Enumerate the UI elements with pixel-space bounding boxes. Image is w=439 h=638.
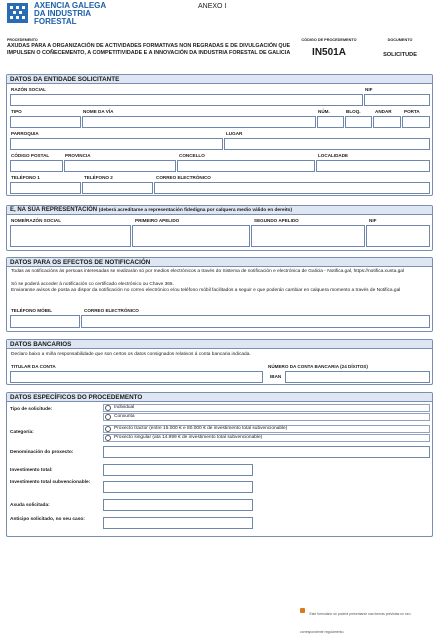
procedure-code: IN501A bbox=[312, 47, 346, 58]
label-floor: ANDAR bbox=[375, 109, 392, 114]
org-name bbox=[34, 2, 106, 26]
representation-section bbox=[6, 205, 433, 251]
project-name-field[interactable] bbox=[103, 446, 430, 458]
label-account-holder: TITULAR DA CONTA bbox=[11, 364, 56, 369]
section-title: DATOS ESPECÍFICOS DO PROCEDEMENTO bbox=[7, 393, 432, 402]
tractor-project-radio[interactable] bbox=[105, 426, 111, 432]
label-locality: LOCALIDADE bbox=[318, 153, 349, 158]
org-line-2: DA INDUSTRIA bbox=[34, 9, 92, 18]
business-name-field[interactable] bbox=[10, 94, 363, 106]
joint-option-row bbox=[103, 413, 430, 421]
joint-label: Conxunta bbox=[114, 414, 135, 419]
label-postcode: CÓDIGO POSTAL bbox=[11, 153, 50, 158]
notification-text-3: Enviaranse avisos de posta ao dispor da notificación no correo electrónico e/ou teléfono móbil facilitados a seguir e que poderán cambiar en calquera momento a través de Notifica.gal bbox=[11, 288, 401, 293]
phone-2-field[interactable] bbox=[82, 182, 153, 194]
label-account-number: NÚMERO DA CONTA BANCARIA (24 DÍXITOS) bbox=[268, 364, 368, 369]
label-iban: IBAN bbox=[270, 374, 282, 379]
postcode-field[interactable] bbox=[10, 160, 63, 172]
rep-surname-1-field[interactable] bbox=[132, 225, 250, 247]
representation-title: E, NA SÚA REPRESENTACIÓN bbox=[10, 207, 98, 213]
block-field[interactable] bbox=[345, 116, 372, 128]
label-place: LUGAR bbox=[226, 131, 243, 136]
nif-field[interactable] bbox=[364, 94, 430, 106]
label-total-investment: Investimento total: bbox=[10, 468, 53, 473]
rep-nif-field[interactable] bbox=[366, 225, 430, 247]
label-email: CORREO ELECTRÓNICO bbox=[156, 175, 211, 180]
account-holder-field[interactable] bbox=[10, 371, 263, 383]
notification-text-2: Só se poderá acceder á notificación co certificado electrónico ou Chave 365. bbox=[11, 282, 174, 287]
notification-email-field[interactable] bbox=[81, 315, 430, 328]
procedure-label: PROCEDEMENTO bbox=[7, 38, 38, 42]
bank-declaration: Declaro baixo a miña responsabilidade que son certos os datos consignados relativos á conta bancaria indicada. bbox=[11, 352, 251, 357]
annex-title: ANEXO I bbox=[198, 3, 227, 10]
number-field[interactable] bbox=[317, 116, 344, 128]
notification-section bbox=[6, 257, 433, 332]
street-type-field[interactable] bbox=[10, 116, 81, 128]
bank-section bbox=[6, 339, 433, 385]
label-door: PORTA bbox=[404, 109, 420, 114]
label-request-type: Tipo de solicitude: bbox=[10, 407, 53, 412]
document-type: SOLICITUDE bbox=[383, 52, 417, 58]
label-rep-name: NOME/RAZÓN SOCIAL bbox=[11, 218, 62, 223]
street-name-field[interactable] bbox=[82, 116, 316, 128]
joint-radio[interactable] bbox=[105, 414, 111, 420]
rep-name-field[interactable] bbox=[10, 225, 131, 247]
section-title: DATOS PARA OS EFECTOS DE NOTIFICACIÓN bbox=[7, 258, 432, 267]
label-subsidisable-investment: Investimento total subvencionable: bbox=[10, 480, 91, 485]
section-title bbox=[7, 206, 432, 215]
advance-field[interactable] bbox=[103, 517, 253, 529]
account-number-field[interactable] bbox=[285, 371, 430, 383]
label-rep-nif: NIF bbox=[369, 218, 377, 223]
logo bbox=[6, 2, 30, 24]
representation-note: (deberá acreditarse a representación fidedigna por calquera medio válido en dereito) bbox=[98, 208, 293, 213]
label-parish: PARROQUIA bbox=[11, 131, 39, 136]
org-line-3: FORESTAL bbox=[34, 17, 77, 26]
total-investment-field[interactable] bbox=[103, 464, 253, 476]
xunta-emblem-icon bbox=[6, 2, 30, 24]
singular-project-label: Proxecto singular (ata 14.999 € de investimento total subvencionable) bbox=[114, 435, 263, 440]
label-phone-2: TELÉFONO 2 bbox=[84, 175, 113, 180]
label-rep-surname-2: SEGUNDO APELIDO bbox=[254, 218, 299, 223]
label-phone-1: TELÉFONO 1 bbox=[11, 175, 40, 180]
applicant-section bbox=[6, 74, 433, 196]
municipality-field[interactable] bbox=[177, 160, 315, 172]
place-field[interactable] bbox=[224, 138, 430, 150]
door-field[interactable] bbox=[402, 116, 430, 128]
individual-option-row bbox=[103, 404, 430, 412]
requested-aid-field[interactable] bbox=[103, 499, 253, 511]
label-requested-aid: Axuda solicitada: bbox=[10, 503, 50, 508]
procedure-code-label: CÓDIGO DE PROCEDEMENTO bbox=[301, 38, 357, 42]
singular-project-radio[interactable] bbox=[105, 435, 111, 441]
section-title: DATOS BANCARIOS bbox=[7, 340, 432, 349]
label-number: NÚM. bbox=[318, 109, 330, 114]
notification-text-1: Todas as notificacións ás persoas interesadas se realizarán só por medios electrónicos a través do Sistema de notificación e electrónica de Galicia - Notifica.gal, https://notifica.xunta.gal bbox=[11, 269, 405, 274]
org-line-1: AXENCIA GALEGA bbox=[34, 1, 107, 10]
footer-notice bbox=[300, 602, 434, 638]
province-field[interactable] bbox=[64, 160, 176, 172]
label-block: BLOQ. bbox=[346, 109, 361, 114]
label-advance: Anticipo solicitado, no seu caso: bbox=[10, 517, 85, 522]
subsidisable-investment-field[interactable] bbox=[103, 481, 253, 493]
individual-label: Individual bbox=[114, 405, 135, 410]
specific-section bbox=[6, 392, 433, 537]
label-project-name: Denominación do proxecto: bbox=[10, 450, 74, 455]
parish-field[interactable] bbox=[10, 138, 223, 150]
label-notification-email: CORREO ELECTRÓNICO bbox=[84, 308, 139, 313]
label-type: TIPO bbox=[11, 109, 22, 114]
electronic-office-icon bbox=[300, 608, 305, 613]
label-street-name: NOME DA VÍA bbox=[83, 109, 114, 114]
individual-radio[interactable] bbox=[105, 405, 111, 411]
document-label: DOCUMENTO bbox=[387, 38, 413, 42]
phone-1-field[interactable] bbox=[10, 182, 81, 194]
label-category: Categoría: bbox=[10, 430, 34, 435]
rep-surname-2-field[interactable] bbox=[251, 225, 365, 247]
label-province: PROVINCIA bbox=[65, 153, 91, 158]
label-nif: NIF bbox=[365, 87, 373, 92]
mobile-field[interactable] bbox=[10, 315, 80, 328]
locality-field[interactable] bbox=[316, 160, 430, 172]
label-business-name: RAZÓN SOCIAL bbox=[11, 87, 46, 92]
email-field[interactable] bbox=[154, 182, 430, 194]
label-rep-surname-1: PRIMEIRO APELIDO bbox=[135, 218, 180, 223]
label-municipality: CONCELLO bbox=[179, 153, 205, 158]
section-title: DATOS DA ENTIDADE SOLICITANTE bbox=[7, 75, 432, 84]
tractor-project-label: Proxecto tractor (entre 15.000 € e 80.000 € de investimento total subvencionable) bbox=[114, 426, 288, 431]
label-mobile: TELÉFONO MÓBIL bbox=[11, 308, 53, 313]
floor-field[interactable] bbox=[373, 116, 401, 128]
footer-text: Este formulario só poderá presentarse nas formas previstas no seu correspondente regulamento. bbox=[300, 612, 411, 634]
procedure-title: AXUDAS PARA A ORGANIZACIÓN DE ACTIVIDADES FORMATIVAS NON REGRADAS E DE DIVULGACIÓN QUE IMPULSEN O COÑECEMENTO, A COMPETITIVIDADE E A INNOVACIÓN DA INDUSTRIA FORESTAL DE GALICIA bbox=[7, 43, 291, 56]
